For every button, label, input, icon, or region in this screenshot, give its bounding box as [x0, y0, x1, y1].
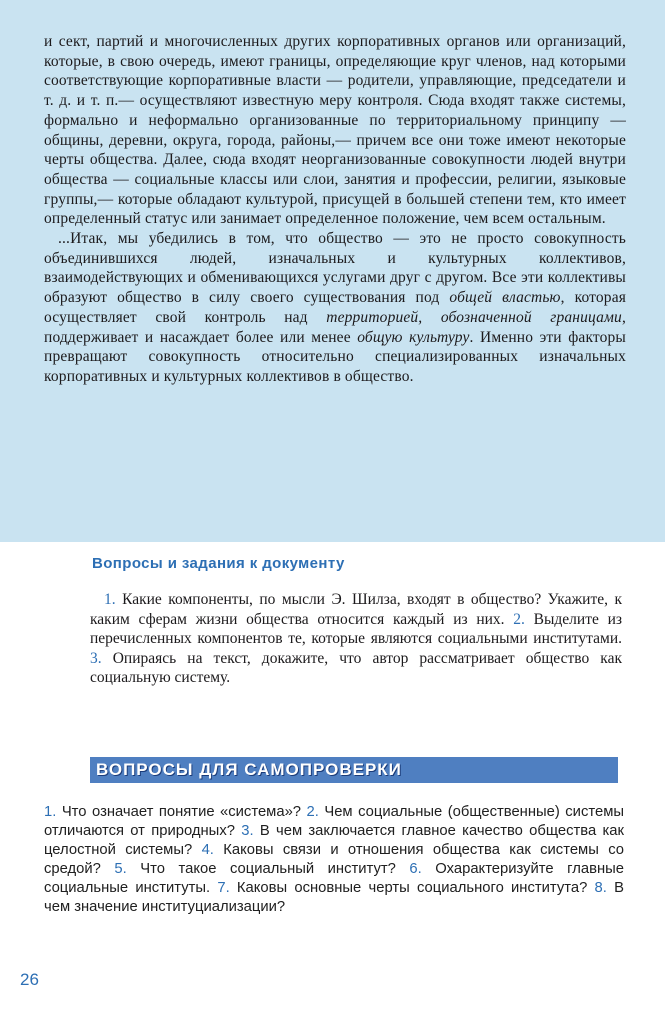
document-paragraph-1: и сект, партий и многочисленных других корпоративных органов или организаций, которые, в свою очередь, имеют границы, определяющие круг членов, над которыми соответствующие корпоративные власти — родители, управляющие, председатели и т. д. и т. п.— осуществляют известную меру контроля. Сюда входят также системы, формально и неформально организованные по территориальному принципу — общины, деревни, округа, города, районы,— причем все они тоже имеют некоторые черты общества. Далее, сюда входят неорганизованные совокупности людей внутри общества — социальные классы или слои, занятия и профессии, религии, языковые группы,— которые обладают культурой, присущей в большей степени тем, кто имеет определенный статус или занимает определенное положение, чем всем остальным. [44, 33, 626, 228]
question-text: Охарактеризуйте главные социальные институты. [44, 861, 624, 896]
question-text: Выделите из перечисленных компонентов те, которые являются социальными институтами. [90, 610, 623, 648]
page-number: 26 [20, 970, 39, 989]
question-number: 3. [90, 649, 102, 667]
text-run: , которая осуществляет свой контроль над [44, 289, 627, 326]
question-text: Что такое социальный институт? [126, 861, 410, 877]
question-text: Какие компоненты, по мысли Э. Шилза, входят в общество? Укажите, к каким сферам жизни общества относится каждый из них. [90, 591, 622, 628]
question-number: 1. [104, 591, 116, 608]
question-number: 4. [201, 842, 214, 858]
self-check-questions [44, 803, 624, 917]
question-number: 6. [409, 861, 422, 877]
question-number: 7. [217, 880, 230, 896]
question-text: Опираясь на текст, докажите, что автор рассматривает общество как социальную систему. [90, 649, 622, 687]
questions-heading: Вопросы и задания к документу [92, 555, 345, 572]
text-run: , поддерживает и насаждает более или менее [44, 308, 626, 346]
question-number: 8. [594, 880, 607, 896]
self-check-title: ВОПРОСЫ ДЛЯ САМОПРОВЕРКИ [96, 760, 402, 779]
text-run: . Именно эти факторы превращают совокупность относительно специализированных изначальных корпоративных и культурных коллективов в общество. [44, 328, 626, 385]
question-text: Каковы связи и отношения общества как системы со средой? [44, 842, 624, 877]
document-questions [90, 590, 622, 688]
question-text: Что означает понятие «система»? [56, 804, 307, 820]
document-paragraph-2 [44, 229, 626, 387]
emphasis-common-power: общей властью [449, 289, 561, 307]
self-check-banner [90, 757, 618, 783]
question-number: 1. [44, 804, 57, 820]
question-number: 5. [114, 861, 127, 877]
emphasis-common-culture: общую культуру [357, 328, 470, 346]
question-number: 3. [241, 823, 254, 839]
question-text: В чем заключается главное качество общества как целостной системы? [44, 823, 624, 858]
document-excerpt-text [44, 32, 626, 387]
question-number: 2. [306, 804, 319, 820]
question-text: Каковы основные черты социального института? [229, 880, 595, 896]
question-text: Чем социальные (общественные) системы отличаются от природных? [44, 804, 624, 839]
questions-paragraph [90, 590, 622, 688]
question-text: В чем значение институциализации? [44, 880, 624, 915]
text-run: ...Итак, мы убедились в том, что общество — это не просто совокупность объединившихся людей, изначальных и культурных коллективов, взаимодействующих и обменивающихся услугами друг с другом. Все эти коллективы образуют общество в силу своего существования под [44, 230, 626, 307]
self-check-paragraph [44, 803, 624, 917]
question-number: 2. [513, 610, 525, 628]
emphasis-territory: территорией, обозначенной границами [326, 308, 622, 326]
